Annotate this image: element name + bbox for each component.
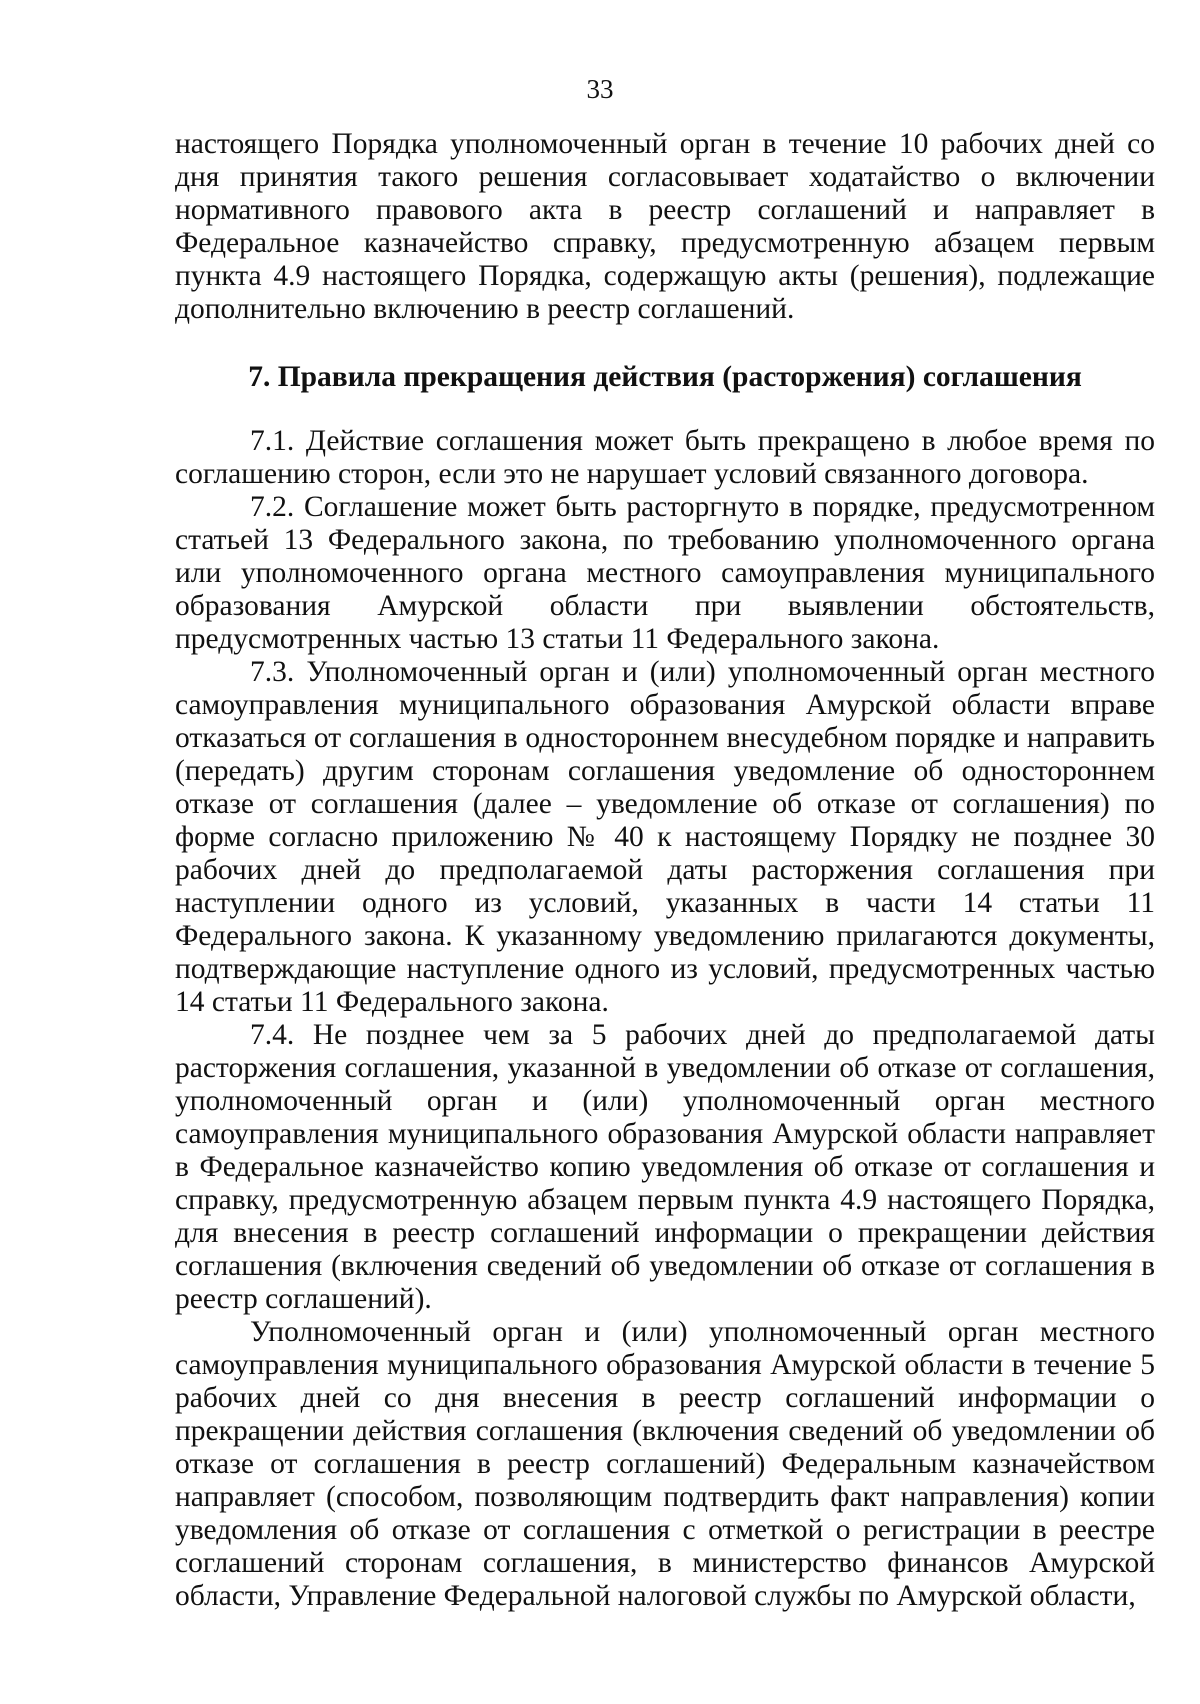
clause-7-4-second-paragraph: Уполномоченный орган и (или) уполномоченный орган местного самоуправления муниципального образования Амурской области в течение 5 рабочих дней со дня внесения в реестр соглашений информации о прекращении действия соглашения (включения сведений об уведомлении об отказе от соглашения в реестр соглашений) Федеральным казначейством направляет (способом, позволяющим подтвердить факт направления) копии уведомления об отказе от соглашения с отметкой о регистрации в реестре соглашений сторонам соглашения, в министерство финансов Амурской области, Управление Федеральной налоговой службы по Амурской области, [175,1316,1155,1612]
clause-7-1: 7.1. Действие соглашения может быть прекращено в любое время по соглашению сторон, если это не нарушает условий связанного договора. [175,425,1155,490]
clause-7-4: 7.4. Не позднее чем за 5 рабочих дней до предполагаемой даты расторжения соглашения, указанной в уведомлении об отказе от соглашения, уполномоченный орган и (или) уполномоченный орган местного самоуправления муниципального образования Амурской области направляет в Федеральное казначейство копию уведомления об отказе от соглашения и справку, предусмотренную абзацем первым пункта 4.9 настоящего Порядка, для внесения в реестр соглашений информации о прекращении действия соглашения (включения сведений об уведомлении об отказе от соглашения в реестр соглашений). [175,1019,1155,1315]
clause-7-2: 7.2. Соглашение может быть расторгнуто в порядке, предусмотренном статьей 13 Федерального закона, по требованию уполномоченного органа или уполномоченного органа местного самоуправления муниципального образования Амурской области при выявлении обстоятельств, предусмотренных частью 13 статьи 11 Федерального закона. [175,491,1155,655]
continuation-paragraph: настоящего Порядка уполномоченный орган в течение 10 рабочих дней со дня принятия такого решения согласовывает ходатайство о включении нормативного правового акта в реестр соглашений и направляет в Федеральное казначейство справку, предусмотренную абзацем первым пункта 4.9 настоящего Порядка, содержащую акты (решения), подлежащие дополнительно включению в реестр соглашений. [175,128,1155,325]
section-heading: 7. Правила прекращения действия (расторжения) соглашения [248,361,1082,393]
document-body [175,128,1155,1613]
clause-7-3: 7.3. Уполномоченный орган и (или) уполномоченный орган местного самоуправления муниципального образования Амурской области вправе отказаться от соглашения в одностороннем внесудебном порядке и направить (передать) другим сторонам соглашения уведомление об одностороннем отказе от соглашения (далее – уведомление об отказе от соглашения) по форме согласно приложению № 40 к настоящему Порядку не позднее 30 рабочих дней до предполагаемой даты расторжения соглашения при наступлении одного из условий, указанных в части 14 статьи 11 Федерального закона. К указанному уведомлению прилагаются документы, подтверждающие наступление одного из условий, предусмотренных частью 14 статьи 11 Федерального закона. [175,656,1155,1018]
page-number: 33 [586,74,614,104]
